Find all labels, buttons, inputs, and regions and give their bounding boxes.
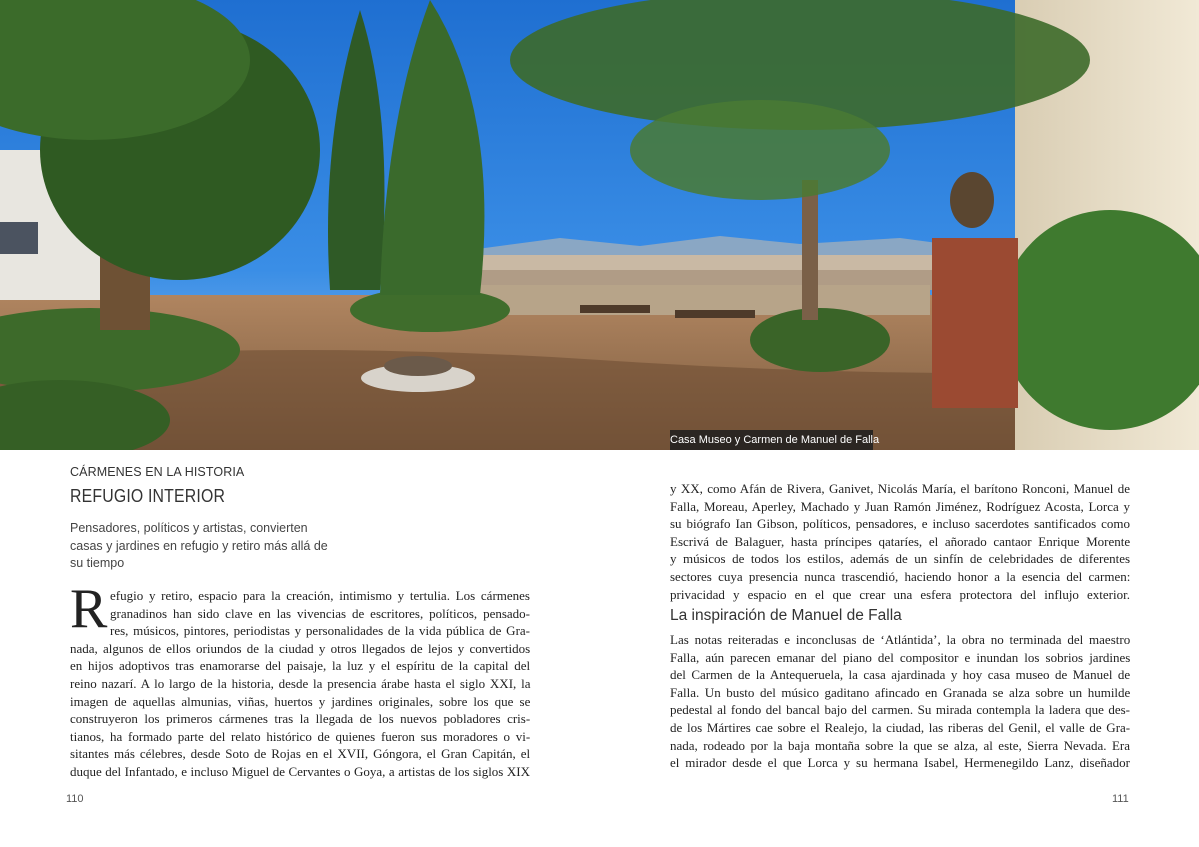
drop-cap: R [70, 578, 108, 640]
text-line: Las notas reiteradas e inconclusas de ‘Atlántida’, la obra no terminada del maestro [670, 632, 1131, 647]
section-label: CÁRMENES EN LA HISTORIA [70, 465, 245, 479]
text-line: tianos, ha formado parte del relato histórico de quienes fueron sus moradores o vi- [70, 728, 531, 744]
text-line: Escrivá de Balaguer, hasta príncipes qataríes, el añorado cantaor Enrique Morente [670, 533, 1131, 549]
text-line: en hijos adoptivos tras enamorarse del paisaje, la luz y el espíritu de la capital del [70, 658, 531, 674]
text-line: Falla. Un busto del músico gaditano afincado en Granada se alza sobre un humilde [670, 684, 1131, 700]
left-column-text [70, 587, 530, 781]
text-line: sitantes más célebres, desde Soto de Rojas en el XVII, Góngora, el Gran Capitán, el [70, 746, 531, 762]
text-line: duque del Infantado, e incluso Miguel de Cervantes o Goya, a artistas de los siglos XIX [70, 763, 530, 779]
text-line: nada, rodeado por la baja montaña sobre la que se alza, al este, Sierra Nevada. Era [670, 737, 1130, 753]
text-line: el mirador desde el que Lorca y su hermana Isabel, Hermenegildo Lanz, diseñador [670, 755, 1130, 771]
text-line: y músicos de todos los estilos, además de un sinfín de celebridades de diferentes [670, 551, 1131, 567]
text-line: su biógrafo Ian Gibson, políticos, pensadores, e incluso sacerdotes santificados como [670, 516, 1130, 532]
text-line: de los Mártires cae sobre el Realejo, la ciudad, las riberas del Genil, el valle de Gra- [670, 719, 1131, 735]
text-line: Falla, aún parecen emanar del piano del compositor e inundan los sobrios jardines [670, 649, 1131, 665]
text-line: efugio y retiro, espacio para la creación, intimismo y tertulia. Los cármenes [110, 588, 530, 603]
text-line: pedestal al fondo del bancal bajo del carmen. Su mirada contempla la ladera que des- [670, 702, 1130, 718]
article-title: REFUGIO INTERIOR [70, 486, 226, 506]
right-column-text-top [670, 480, 1130, 603]
text-line: nada, algunos de ellos oriundos de la ciudad y otros llegados de lejos y convertidos [70, 640, 531, 656]
text-line: granadinos han sido clave en las vivencias de escritores, políticos, pensado- [110, 605, 530, 621]
page-number-right: 111 [1112, 793, 1129, 805]
text-line: del Carmen de la Antequeruela, la casa ajardinada y hoy casa museo de Manuel de [670, 667, 1131, 683]
photo-caption: Casa Museo y Carmen de Manuel de Falla [670, 430, 873, 450]
right-column-text-bottom [670, 631, 1130, 772]
text-line: privacidad y espacio en el que crear una esfera protectora del influjo exterior. [670, 586, 1130, 602]
page-number-left: 110 [66, 793, 84, 805]
text-line: construyeron los primeros cármenes tras la llegada de los nuevos pobladores cris- [70, 711, 531, 727]
text-line: y XX, como Afán de Rivera, Ganivet, Nicolás María, el barítono Ronconi, Manuel de [670, 481, 1130, 496]
section-heading: La inspiración de Manuel de Falla [670, 607, 902, 624]
text-line: sectores cuya presencia nunca trascendió, haciendo honor a la esencia del carmen: [670, 568, 1131, 584]
text-line: Falla, Moreau, Aperley, Machado y Juan Ramón Jiménez, Rodríguez Acosta, Lorca y [670, 498, 1130, 514]
text-line: reino nazarí. A lo largo de la historia, desde la presencia árabe hasta el siglo XXI, la [70, 675, 531, 691]
text-line: res, músicos, pintores, periodistas y personalidades de la vida pública de Gra- [110, 623, 530, 639]
text-line: imagen de aquellas almunias, viñas, huertos y jardines originales, sobre los que se [70, 693, 531, 709]
article-subtitle: Pensadores, políticos y artistas, convierten casas y jardines en refugio y retiro más allá de su tiempo [70, 521, 328, 570]
